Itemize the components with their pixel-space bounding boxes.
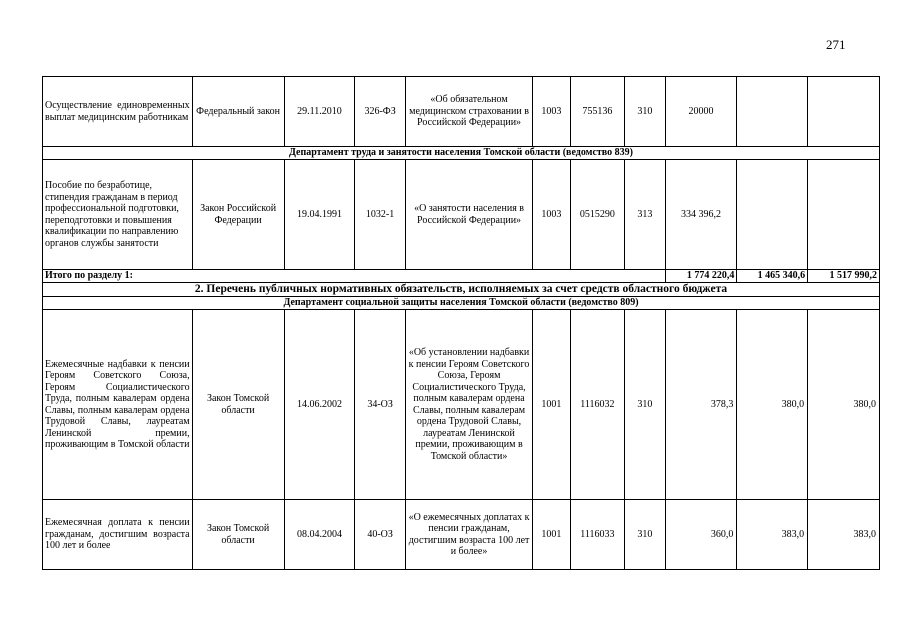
obligation-name: Ежемесячные надбавки к пенсии Героям Советского Союза, Героям Социалистического Труда, полным кавалерам ордена Славы, полным кавалерам ордена Трудовой Славы, лауреатам Ленинской премии, проживающим в Томской области (43, 310, 193, 500)
department-header: Департамент социальной защиты населения Томской области (ведомство 809) (43, 297, 880, 310)
obligation-name: Ежемесячная доплата к пенсии гражданам, достигшим возраста 100 лет и более (43, 500, 193, 570)
total-year-3: 1 517 990,2 (808, 270, 880, 283)
expense-type-code: 313 (625, 160, 665, 270)
department-header-row (43, 297, 880, 310)
amount-year-3: 383,0 (808, 500, 880, 570)
section-code: 1001 (533, 310, 570, 500)
section-header: 2. Перечень публичных нормативных обязательств, исполняемых за счет средств областного бюджета (43, 283, 880, 297)
law-date: 14.06.2002 (284, 310, 355, 500)
section-header-row (43, 283, 880, 297)
target-article-code: 755136 (570, 77, 625, 147)
law-date: 19.04.1991 (284, 160, 355, 270)
law-number: 34-ОЗ (355, 310, 406, 500)
amount-year-3: 380,0 (808, 310, 880, 500)
law-type: Закон Томской области (192, 500, 284, 570)
target-article-code: 1116032 (570, 310, 625, 500)
section-code: 1001 (533, 500, 570, 570)
law-title: «О занятости населения в Российской Федерации» (405, 160, 532, 270)
department-header: Департамент труда и занятости населения Томской области (ведомство 839) (43, 147, 880, 160)
law-number: 326-ФЗ (355, 77, 406, 147)
expense-type-code: 310 (625, 500, 665, 570)
law-type: Федеральный закон (192, 77, 284, 147)
law-date: 29.11.2010 (284, 77, 355, 147)
amount-year-2: 380,0 (737, 310, 808, 500)
law-number: 1032-1 (355, 160, 406, 270)
amount-year-3 (808, 77, 880, 147)
law-title: «Об установлении надбавки к пенсии Героям Советского Союза, Героям Социалистического Труда, полным кавалерам ордена Славы, полным кавалерам ордена Трудовой Славы, лауреатам Ленинской премии, проживающим в Томской области» (405, 310, 532, 500)
section-code: 1003 (533, 160, 570, 270)
table-row (43, 500, 880, 570)
obligation-name: Пособие по безработице, стипендия гражданам в период профессиональной подготовки, переподготовки и повышения квалификации по направлению органов службы занятости (43, 160, 193, 270)
target-article-code: 0515290 (570, 160, 625, 270)
amount-year-1: 334 396,2 (665, 160, 737, 270)
obligation-name: Осуществление единовременных выплат медицинским работникам (43, 77, 193, 147)
page-number: 271 (826, 37, 846, 52)
department-header-row (43, 147, 880, 160)
total-year-1: 1 774 220,4 (665, 270, 737, 283)
law-number: 40-ОЗ (355, 500, 406, 570)
law-title: «О ежемесячных доплатах к пенсии гражданам, достигшим возраста 100 лет и более» (405, 500, 532, 570)
total-label: Итого по разделу 1: (43, 270, 666, 283)
target-article-code: 1116033 (570, 500, 625, 570)
section-code: 1003 (533, 77, 570, 147)
law-type: Закон Томской области (192, 310, 284, 500)
law-date: 08.04.2004 (284, 500, 355, 570)
expense-type-code: 310 (625, 77, 665, 147)
amount-year-1: 360,0 (665, 500, 737, 570)
amount-year-1: 20000 (665, 77, 737, 147)
table-row (43, 160, 880, 270)
amount-year-2 (737, 160, 808, 270)
expense-type-code: 310 (625, 310, 665, 500)
total-row (43, 270, 880, 283)
amount-year-3 (808, 160, 880, 270)
table-row (43, 310, 880, 500)
total-year-2: 1 465 340,6 (737, 270, 808, 283)
amount-year-2 (737, 77, 808, 147)
table-row (43, 77, 880, 147)
obligations-table (42, 76, 880, 570)
law-type: Закон Российской Федерации (192, 160, 284, 270)
amount-year-2: 383,0 (737, 500, 808, 570)
law-title: «Об обязательном медицинском страховании в Российской Федерации» (405, 77, 532, 147)
amount-year-1: 378,3 (665, 310, 737, 500)
